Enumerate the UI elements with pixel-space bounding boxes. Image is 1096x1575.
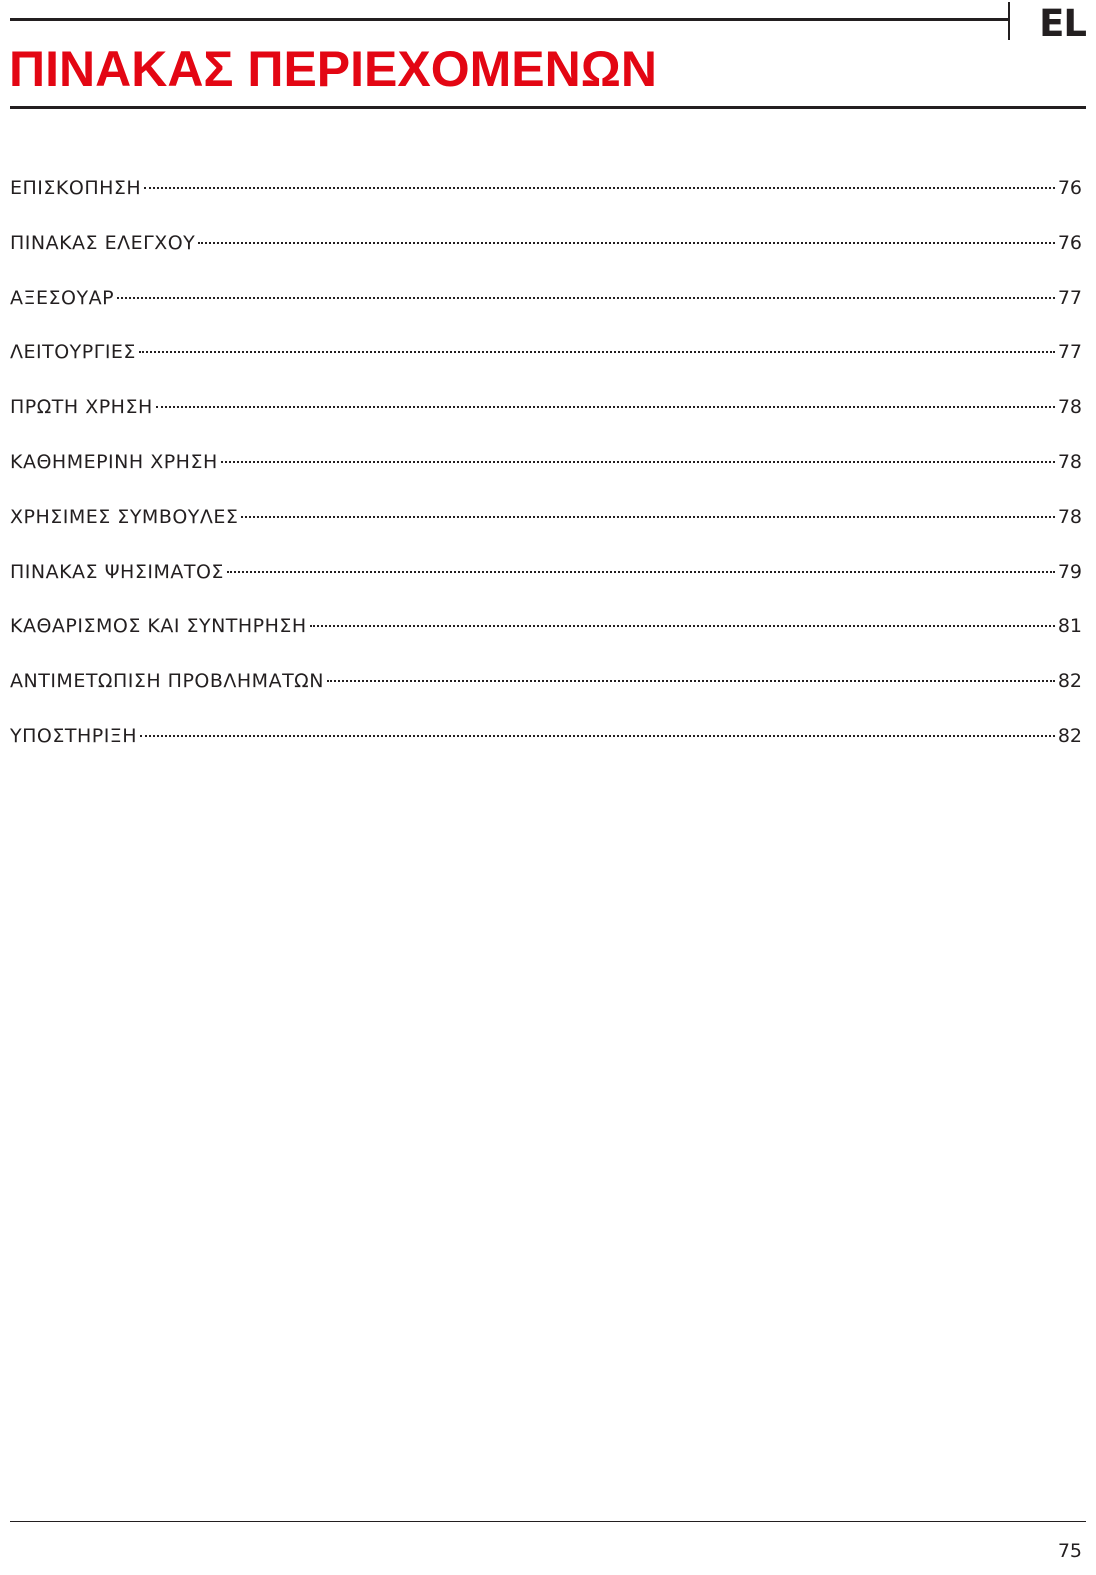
toc-entry-label: ΠΡΩΤΗ ΧΡΗΣΗ xyxy=(10,396,153,419)
dot-leader xyxy=(327,680,1055,682)
toc-entry-page: 78 xyxy=(1057,396,1082,419)
toc-entry[interactable] xyxy=(10,722,1082,777)
toc-entry-page: 78 xyxy=(1057,505,1082,528)
toc-entry[interactable] xyxy=(10,612,1082,667)
table-of-contents xyxy=(10,174,1082,777)
toc-entry[interactable] xyxy=(10,393,1082,448)
toc-entry-label: ΥΠΟΣΤΗΡΙΞΗ xyxy=(10,724,138,747)
dot-leader xyxy=(241,516,1054,518)
language-code: EL xyxy=(1039,2,1086,45)
dot-leader xyxy=(310,625,1055,627)
toc-entry-page: 76 xyxy=(1057,177,1082,199)
dot-leader xyxy=(221,461,1055,463)
dot-leader xyxy=(198,242,1055,244)
dot-leader xyxy=(156,406,1055,408)
page-title: ΠΙΝΑΚΑΣ ΠΕΡΙΕΧΟΜΕΝΩΝ xyxy=(9,41,657,97)
title-rule xyxy=(10,106,1086,109)
toc-entry[interactable] xyxy=(10,284,1082,339)
toc-entry[interactable] xyxy=(10,338,1082,393)
toc-entry-page: 81 xyxy=(1057,615,1082,638)
toc-entry[interactable] xyxy=(10,667,1082,722)
toc-entry-page: 79 xyxy=(1057,560,1082,583)
toc-entry-label: ΑΝΤΙΜΕΤΩΠΙΣΗ ΠΡΟΒΛΗΜΑΤΩΝ xyxy=(10,670,324,693)
toc-entry-page: 82 xyxy=(1057,670,1082,693)
dot-leader xyxy=(139,351,1055,353)
toc-entry[interactable] xyxy=(10,174,1082,229)
toc-entry-label: ΚΑΘΑΡΙΣΜΟΣ ΚΑΙ ΣΥΝΤΗΡΗΣΗ xyxy=(10,615,307,638)
toc-entry-label: ΑΞΕΣΟΥΑΡ xyxy=(10,286,115,309)
toc-entry[interactable] xyxy=(10,558,1082,613)
toc-entry-label: ΛΕΙΤΟΥΡΓΙΕΣ xyxy=(10,341,136,364)
toc-entry[interactable] xyxy=(10,229,1082,284)
header-top-rule xyxy=(10,18,1008,21)
toc-entry-page: 77 xyxy=(1057,341,1082,364)
dot-leader xyxy=(227,571,1055,573)
dot-leader xyxy=(117,297,1055,299)
toc-entry-label: ΧΡΗΣΙΜΕΣ ΣΥΜΒΟΥΛΕΣ xyxy=(10,505,239,528)
toc-entry-label: ΚΑΘΗΜΕΡΙΝΗ ΧΡΗΣΗ xyxy=(10,450,218,473)
toc-entry-label: ΠΙΝΑΚΑΣ ΨΗΣΙΜΑΤΟΣ xyxy=(10,560,224,583)
toc-entry-label: ΠΙΝΑΚΑΣ ΕΛΕΓΧΟΥ xyxy=(10,231,196,254)
toc-entry[interactable] xyxy=(10,503,1082,558)
toc-entry-page: 77 xyxy=(1057,286,1082,309)
language-divider xyxy=(1008,2,1010,40)
toc-entry-label: ΕΠΙΣΚΟΠΗΣΗ xyxy=(10,177,142,199)
toc-entry[interactable] xyxy=(10,448,1082,503)
page-number: 75 xyxy=(1057,1540,1082,1562)
dot-leader xyxy=(140,735,1055,737)
toc-entry-page: 76 xyxy=(1057,231,1082,254)
dot-leader xyxy=(144,187,1055,189)
toc-entry-page: 78 xyxy=(1057,450,1082,473)
toc-entry-page: 82 xyxy=(1057,724,1082,747)
footer-rule xyxy=(10,1521,1086,1522)
